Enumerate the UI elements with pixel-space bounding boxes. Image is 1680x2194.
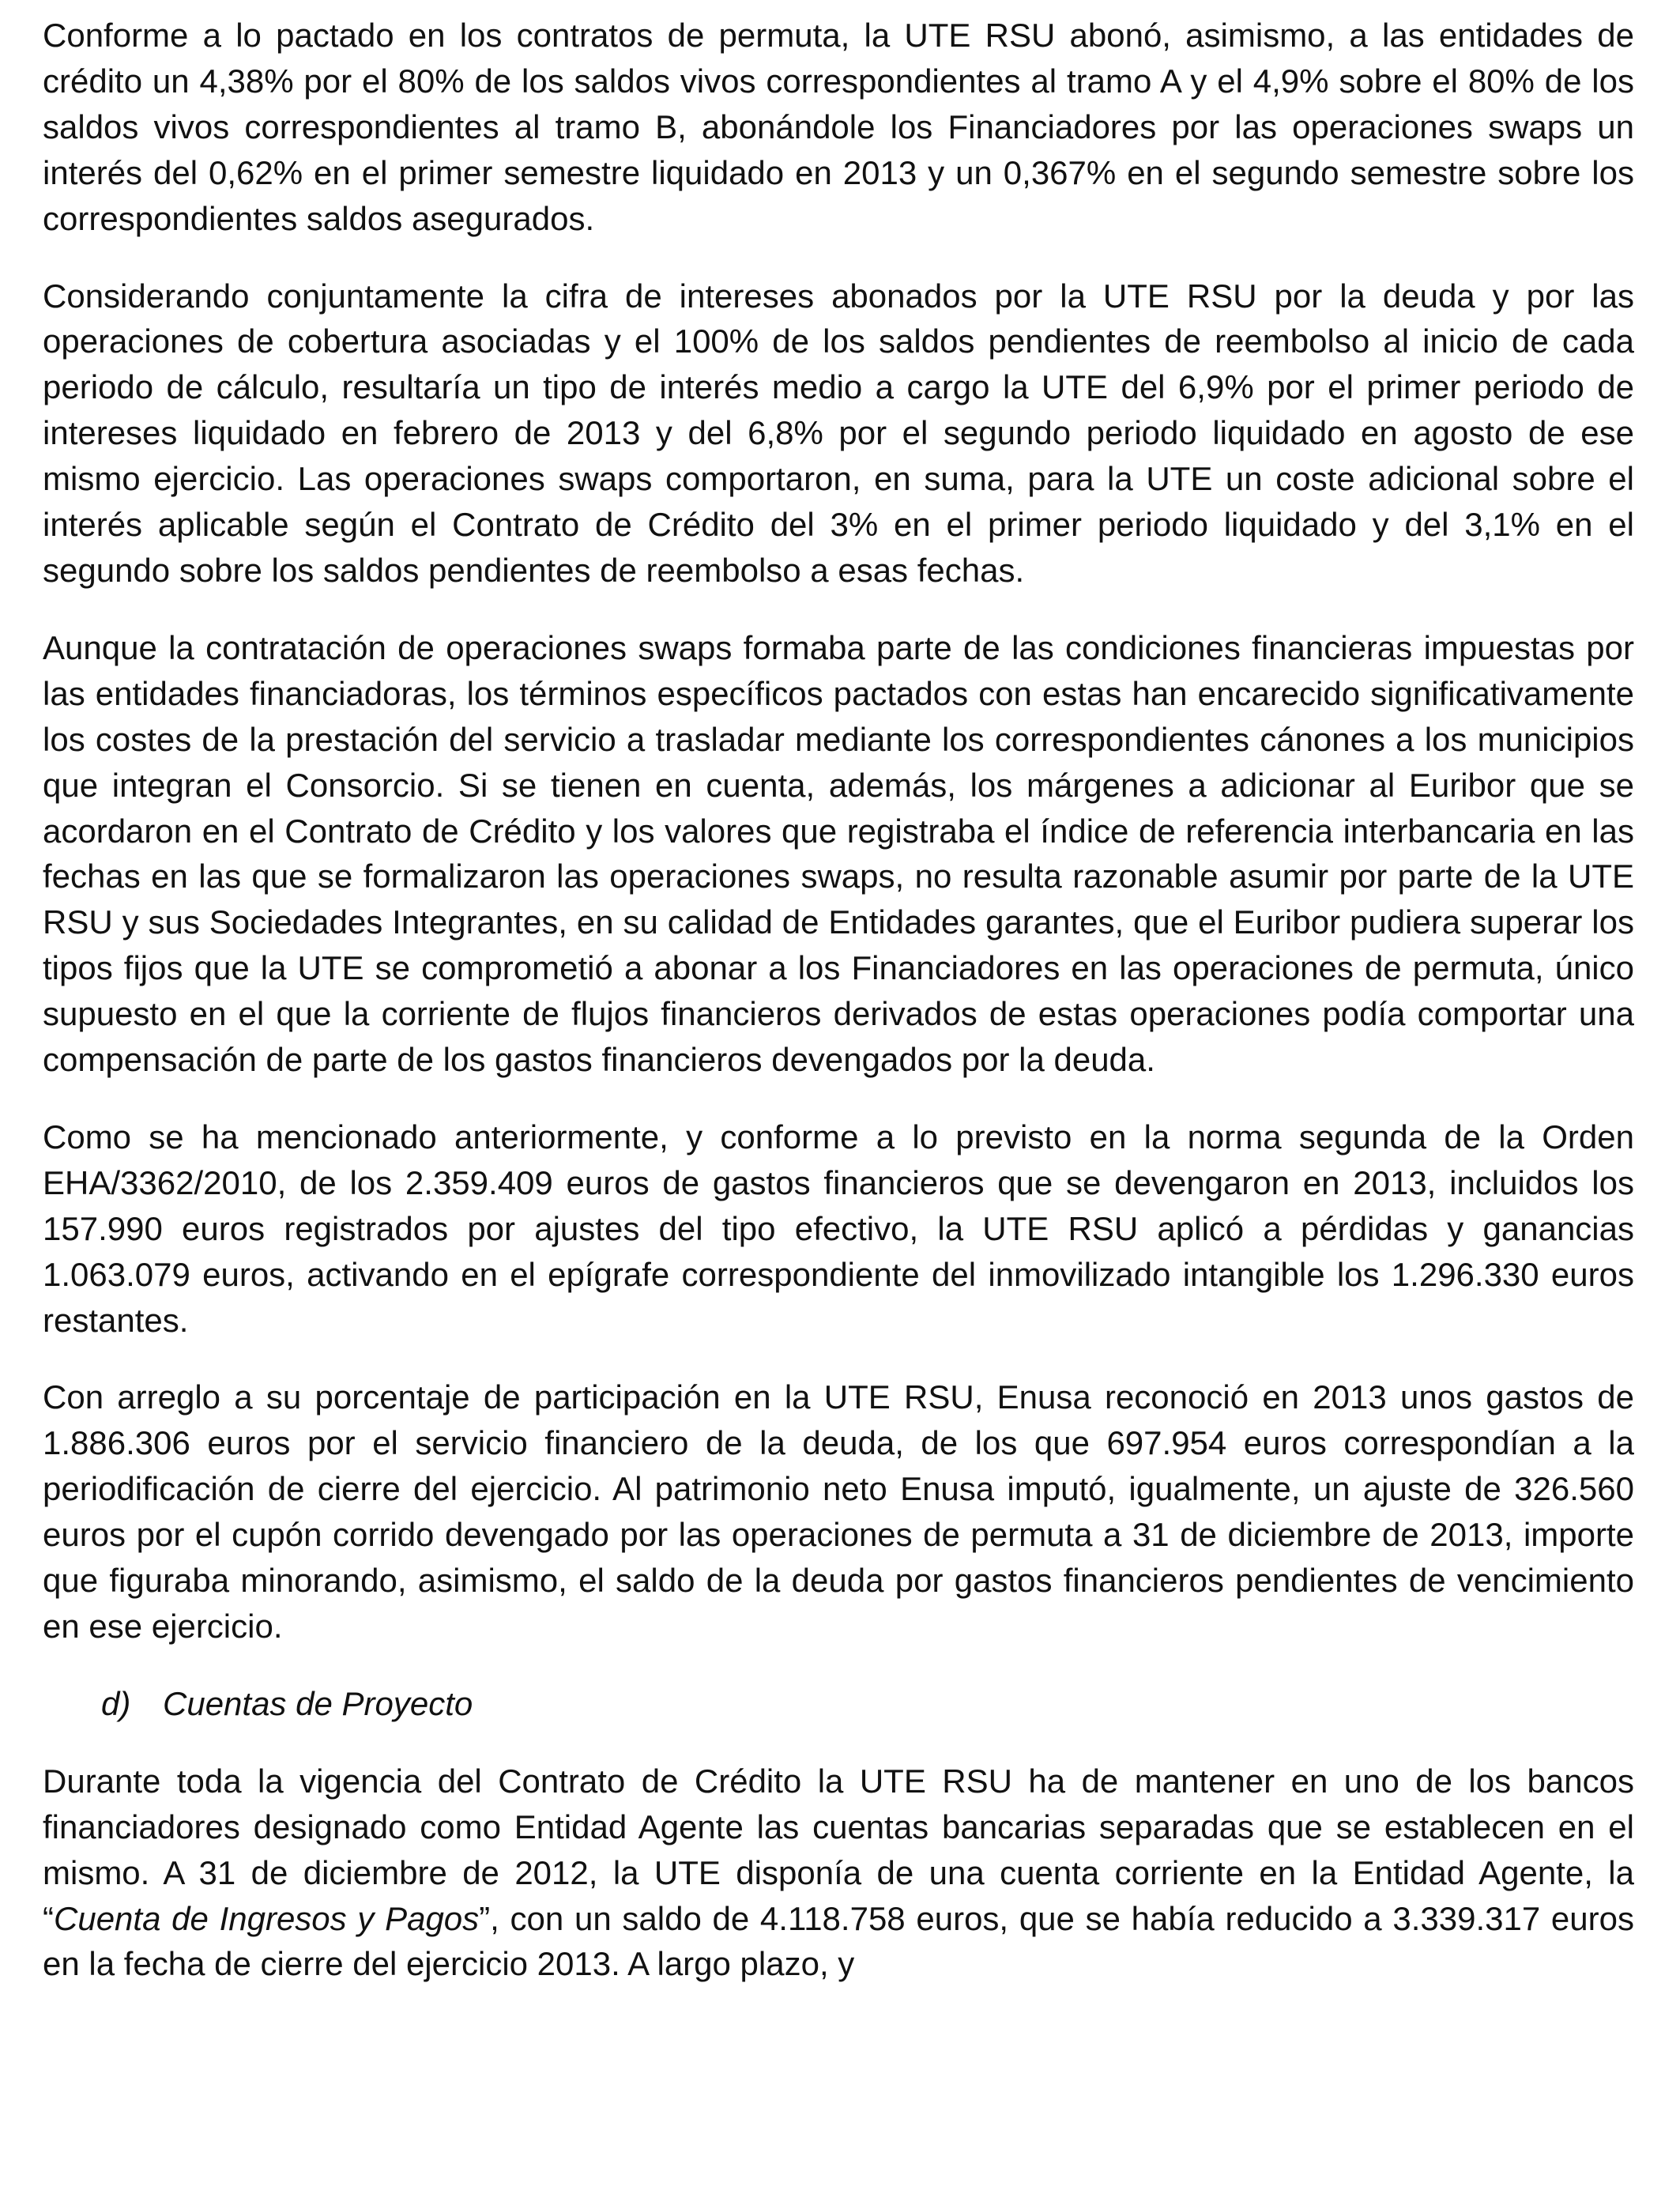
paragraph-swap-interest: Conforme a lo pactado en los contratos de permuta, la UTE RSU abonó, asimismo, a las entidades de crédito un 4,38% por el 80% de los saldos vivos correspondientes al tramo A y el 4,9% sobre el 80% de los saldos vivos correspondientes al tramo B, abonándole los Financiadores por las operaciones swaps un interés del 0,62% en el primer semestre liquidado en 2013 y un 0,367% en el segundo semestre sobre los correspondientes saldos asegurados. bbox=[43, 17, 1634, 237]
paragraph-average-interest: Considerando conjuntamente la cifra de intereses abonados por la UTE RSU por la deuda y por las operaciones de cobertura asociadas y el 100% de los saldos pendientes de reembolso al inicio de cada periodo de cálculo, resultaría un tipo de interés medio a cargo la UTE del 6,9% por el primer periodo de intereses liquidado en febrero de 2013 y del 6,8% por el segundo periodo liquidado en agosto de ese mismo ejercicio. Las operaciones swaps comportaron, en suma, para la UTE un coste adicional sobre el interés aplicable según el Contrato de Crédito del 3% en el primer periodo liquidado y del 3,1% en el segundo sobre los saldos pendientes de reembolso a esas fechas. bbox=[43, 277, 1634, 589]
paragraph-swap-costs: Aunque la contratación de operaciones swaps formaba parte de las condiciones financieras impuestas por las entidades financiadoras, los términos específicos pactados con estas han encarecido significativamente los costes de la prestación del servicio a trasladar mediante los correspondientes cánones a los municipios que integran el Consorcio. Si se tienen en cuenta, además, los márgenes a adicionar al Euribor que se acordaron en el Contrato de Crédito y los valores que registraba el índice de referencia interbancaria en las fechas en las que se formalizaron las operaciones swaps, no resulta razonable asumir por parte de la UTE RSU y sus Sociedades Integrantes, en su calidad de Entidades garantes, que el Euribor pudiera superar los tipos fijos que la UTE se comprometió a abonar a los Financiadores en las operaciones de permuta, único supuesto en el que la corriente de flujos financieros derivados de estas operaciones podía comportar una compensación de parte de los gastos financieros devengados por la deuda. bbox=[43, 628, 1634, 1079]
document-page bbox=[43, 13, 1634, 2019]
paragraph-project-accounts-text-end: ”, con un saldo de 4.118.758 euros, que se había reducido a 3.339.317 euros en la fecha de cierre del ejercicio 2013. A largo plazo, y bbox=[43, 1899, 1634, 1983]
paragraph-financial-expenses: Como se ha mencionado anteriormente, y conforme a lo previsto en la norma segunda de la Orden EHA/3362/2010, de los 2.359.409 euros de gastos financieros que se devengaron en 2013, incluidos los 157.990 euros registrados por ajustes del tipo efectivo, la UTE RSU aplicó a pérdidas y ganancias 1.063.079 euros, activando en el epígrafe correspondiente del inmovilizado intangible los 1.296.330 euros restantes. bbox=[43, 1118, 1634, 1339]
account-name-italic: Cuenta de Ingresos y Pagos bbox=[54, 1899, 480, 1937]
paragraph-project-accounts-text-start: Durante toda la vigencia del Contrato de Crédito la UTE RSU ha de mantener en uno de los bancos financiadores designado como Entidad Agente las cuentas bancarias separadas que se establecen en el mismo. A 31 de diciembre de 2012, la UTE disponía de una cuenta corriente en la Entidad Agente, la “ bbox=[43, 1762, 1634, 1937]
paragraph-project-accounts bbox=[43, 1759, 1634, 1988]
paragraph-enusa-expenses: Con arreglo a su porcentaje de participación en la UTE RSU, Enusa reconoció en 2013 unos gastos de 1.886.306 euros por el servicio financiero de la deuda, de los que 697.954 euros correspondían a la periodificación de cierre del ejercicio. Al patrimonio neto Enusa imputó, igualmente, un ajuste de 326.560 euros por el cupón corrido devengado por las operaciones de permuta a 31 de diciembre de 2013, importe que figuraba minorando, asimismo, el saldo de la deuda por gastos financieros pendientes de vencimiento en ese ejercicio. bbox=[43, 1378, 1634, 1645]
section-heading bbox=[43, 1681, 1634, 1727]
section-heading-title: Cuentas de Proyecto bbox=[163, 1684, 473, 1722]
section-heading-marker: d) bbox=[101, 1684, 131, 1722]
